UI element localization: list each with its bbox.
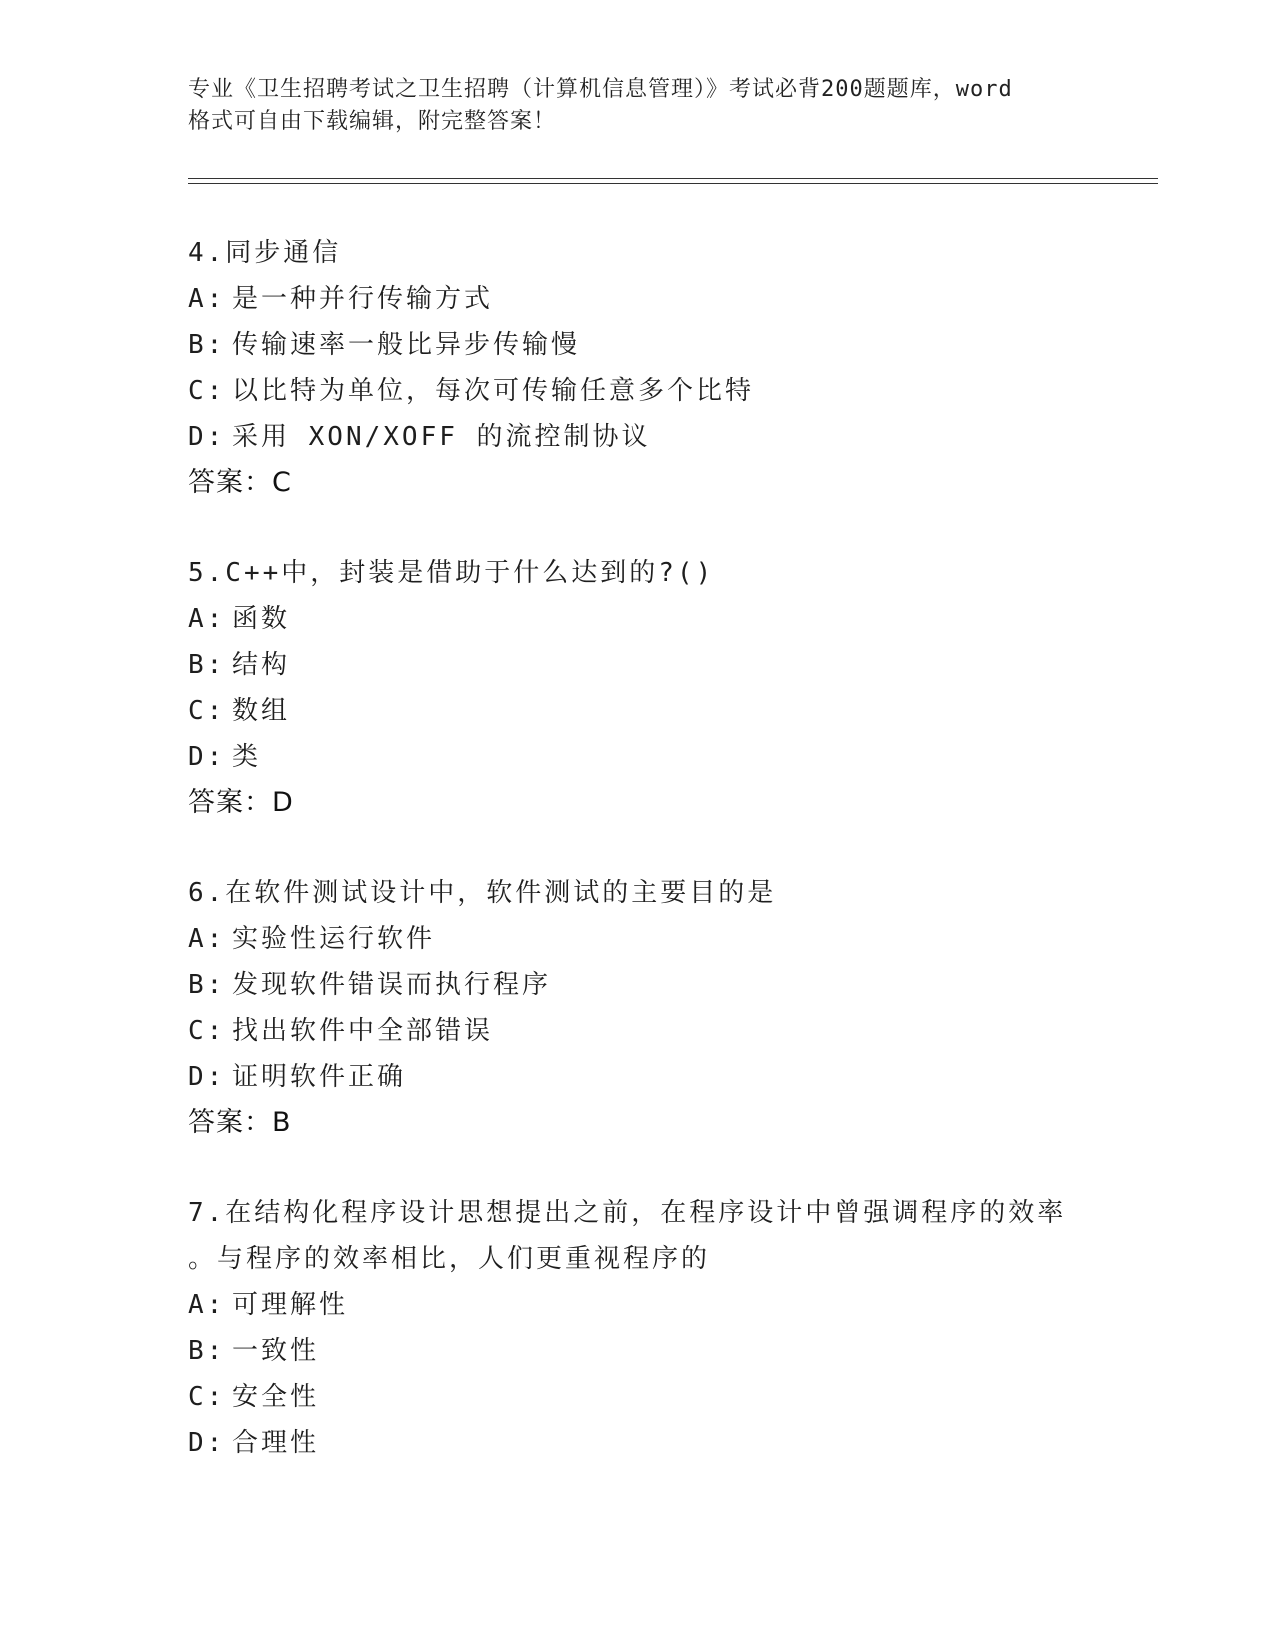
option-letter: D: — [188, 742, 226, 772]
question-text: 4.同步通信 — [188, 238, 342, 268]
option-b — [188, 642, 1148, 688]
option-text: 可理解性 — [232, 1290, 349, 1320]
option-text: 实验性运行软件 — [232, 924, 436, 954]
option-c — [188, 1008, 1148, 1054]
option-letter: D: — [188, 422, 226, 452]
option-letter: B: — [188, 330, 226, 360]
question-block — [188, 230, 1148, 506]
option-c — [188, 368, 1148, 414]
option-letter: A: — [188, 604, 226, 634]
header-divider-top — [188, 178, 1158, 179]
option-a — [188, 276, 1148, 322]
question-block — [188, 870, 1148, 1146]
option-text: 结构 — [232, 650, 291, 680]
option-letter: C: — [188, 1382, 226, 1412]
option-text: 传输速率一般比异步传输慢 — [232, 330, 581, 360]
answer-text: 答案：D — [188, 787, 294, 818]
header-line-1: 专业《卫生招聘考试之卫生招聘（计算机信息管理）》考试必背200题题库，word — [188, 77, 1013, 102]
option-text: 证明软件正确 — [232, 1062, 407, 1092]
option-text: 一致性 — [232, 1336, 320, 1366]
option-letter: C: — [188, 376, 226, 406]
option-letter: D: — [188, 1062, 226, 1092]
option-a — [188, 916, 1148, 962]
option-c — [188, 688, 1148, 734]
option-b — [188, 962, 1148, 1008]
option-letter: A: — [188, 284, 226, 314]
option-a — [188, 596, 1148, 642]
option-text: 找出软件中全部错误 — [232, 1016, 494, 1046]
option-text: 是一种并行传输方式 — [232, 284, 494, 314]
answer-text: 答案：B — [188, 1107, 292, 1138]
option-d — [188, 734, 1148, 780]
option-letter: B: — [188, 970, 226, 1000]
option-letter: C: — [188, 1016, 226, 1046]
option-text: 以比特为单位，每次可传输任意多个比特 — [232, 376, 755, 406]
option-c — [188, 1374, 1148, 1420]
answer-text: 答案：C — [188, 467, 292, 498]
option-text: 采用 XON/XOFF 的流控制协议 — [232, 422, 651, 452]
option-d — [188, 1420, 1148, 1466]
option-text: 类 — [232, 742, 262, 772]
option-text: 函数 — [232, 604, 291, 634]
question-text: 6.在软件测试设计中，软件测试的主要目的是 — [188, 878, 777, 908]
header-divider-bottom — [188, 183, 1158, 184]
document-header — [188, 74, 1088, 138]
option-text: 发现软件错误而执行程序 — [232, 970, 552, 1000]
question-text-continued: 。与程序的效率相比，人们更重视程序的 — [188, 1244, 711, 1274]
option-letter: A: — [188, 924, 226, 954]
question-block — [188, 550, 1148, 826]
question-text: 7.在结构化程序设计思想提出之前，在程序设计中曾强调程序的效率 — [188, 1198, 1067, 1228]
question-text: 5.C++中，封装是借助于什么达到的?() — [188, 558, 715, 588]
option-letter: A: — [188, 1290, 226, 1320]
option-letter: B: — [188, 650, 226, 680]
option-b — [188, 322, 1148, 368]
option-letter: B: — [188, 1336, 226, 1366]
question-block — [188, 1190, 1148, 1466]
option-d — [188, 1054, 1148, 1100]
option-letter: C: — [188, 696, 226, 726]
option-b — [188, 1328, 1148, 1374]
option-text: 合理性 — [232, 1428, 320, 1458]
option-text: 数组 — [232, 696, 291, 726]
header-line-2: 格式可自由下载编辑，附完整答案！ — [188, 109, 557, 134]
option-text: 安全性 — [232, 1382, 320, 1412]
option-d — [188, 414, 1148, 460]
option-letter: D: — [188, 1428, 226, 1458]
option-a — [188, 1282, 1148, 1328]
